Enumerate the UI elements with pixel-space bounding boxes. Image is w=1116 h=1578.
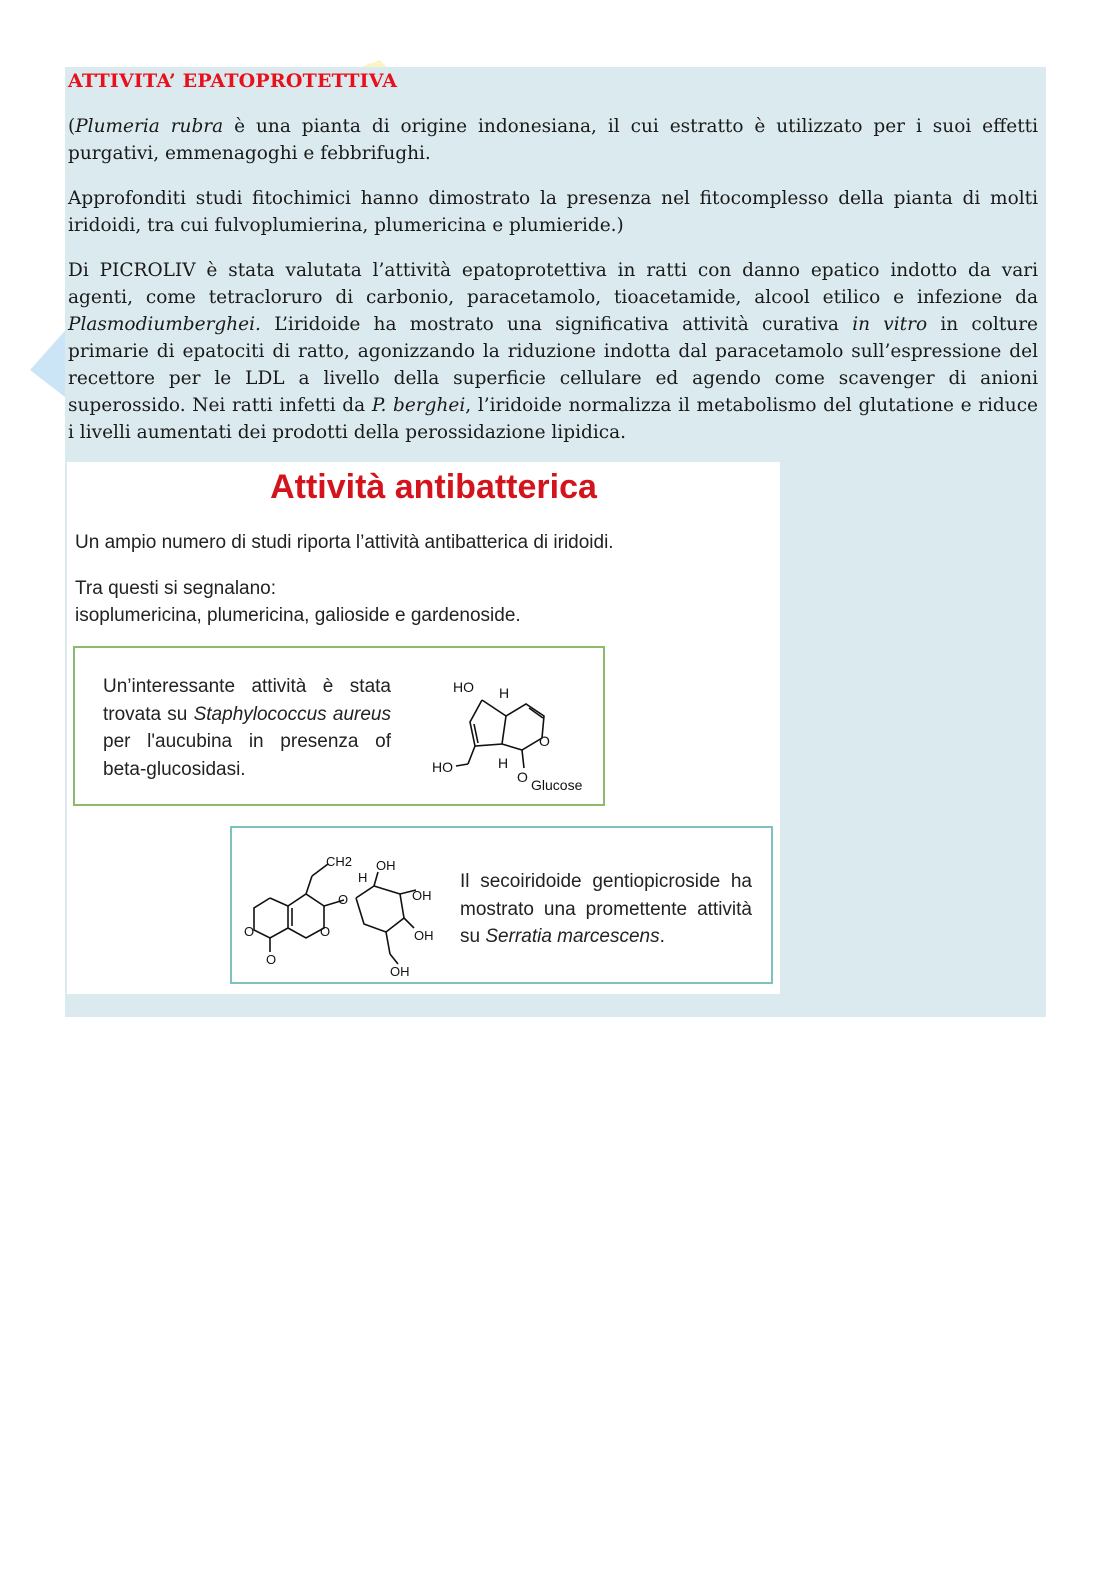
paragraph-text: in colture primarie di epatociti di ratto, agonizzando la riduzione indotta dal paracetamolo sull’espressione del recettore per le LDL a livello della superficie cellulare ed agendo come scavenger di anioni superossido. Nei ratti infetti da (68, 314, 1038, 416)
aucubin-structure (430, 664, 600, 794)
chem-label: HO (432, 759, 453, 775)
chem-label: Glucose (531, 777, 583, 793)
aucubin-text (103, 673, 391, 783)
chem-label: H (498, 755, 509, 771)
slide-title: Attività antibatterica (270, 468, 597, 506)
gentiopicroside-box (230, 826, 773, 984)
chem-label: H (499, 685, 510, 701)
species-name: P. berghei (371, 395, 466, 416)
paragraph-picroliv (68, 257, 1038, 446)
box-text: Il secoiridoide gentiopicroside ha mostrato una promettente attività su (460, 871, 752, 947)
chem-label: OH (414, 928, 434, 943)
chem-label: O (266, 952, 277, 967)
chem-label: H (358, 870, 368, 885)
box-text: per l'aucubina in presenza of beta-glucosidasi. (103, 731, 391, 780)
chem-label: HO (453, 679, 474, 695)
chem-label: OH (390, 964, 410, 979)
chem-label: OH (412, 888, 432, 903)
paragraph-phytochemistry: Approfonditi studi fitochimici hanno dimostrato la presenza nel fitocomplesso della pianta di molti iridoidi, tra cui fulvoplumierina, plumericina e plumieride.) (68, 188, 1038, 236)
slide-line-1: Un ampio numero di studi riporta l’attività antibatterica di iridoidi. (75, 532, 614, 553)
chem-label: CH2 (326, 854, 353, 869)
slide-line-2: Tra questi si segnalano: (75, 578, 277, 599)
document-body (68, 67, 1038, 446)
paragraph-plumeria (68, 113, 1038, 167)
box-text: . (659, 926, 665, 947)
paragraph-text: , l’iridoide normalizza il metabolismo del glutatione e riduce i livelli aumentati dei prodotti della perossidazione lipidica. (68, 395, 1039, 443)
chem-label: O (338, 892, 349, 907)
gentiopicroside-text (460, 868, 752, 951)
chem-label: O (244, 924, 255, 939)
chem-label: O (539, 733, 550, 749)
gentiopicroside-structure (240, 840, 450, 980)
paren-open: ( (68, 116, 76, 137)
box-text: Un’interessante attività è stata trovata su (103, 676, 391, 725)
chem-label: O (517, 769, 528, 785)
chem-label: O (320, 924, 331, 939)
section-heading: ATTIVITA’ EPATOPROTETTIVA (68, 70, 398, 92)
species-name: Plumeria rubra (75, 116, 224, 137)
species-name: Plasmodiumberghei. (68, 314, 261, 335)
paragraph-text: L’iridoide ha mostrato una significativa attività curativa (260, 314, 853, 335)
slide-line-3: isoplumericina, plumericina, galioside e gardenoside. (75, 605, 521, 626)
in-vitro-term: in vitro (852, 314, 928, 335)
species-name: Staphylococcus aureus (193, 703, 391, 725)
species-name: Serratia marcescens (485, 926, 660, 947)
paragraph-text: è una pianta di origine indonesiana, il cui estratto è utilizzato per i suoi effetti purgativi, emmenagoghi e febbrifughi. (68, 116, 1039, 164)
aucubin-box (73, 646, 605, 806)
chem-label: OH (376, 858, 396, 873)
paragraph-text: Di PICROLIV è stata valutata l’attività epatoprotettiva in ratti con danno epatico indotto da vari agenti, come tetracloruro di carbonio, paracetamolo, tioacetamide, alcool etilico e infezione da (68, 260, 1038, 308)
slide-image (67, 462, 780, 994)
